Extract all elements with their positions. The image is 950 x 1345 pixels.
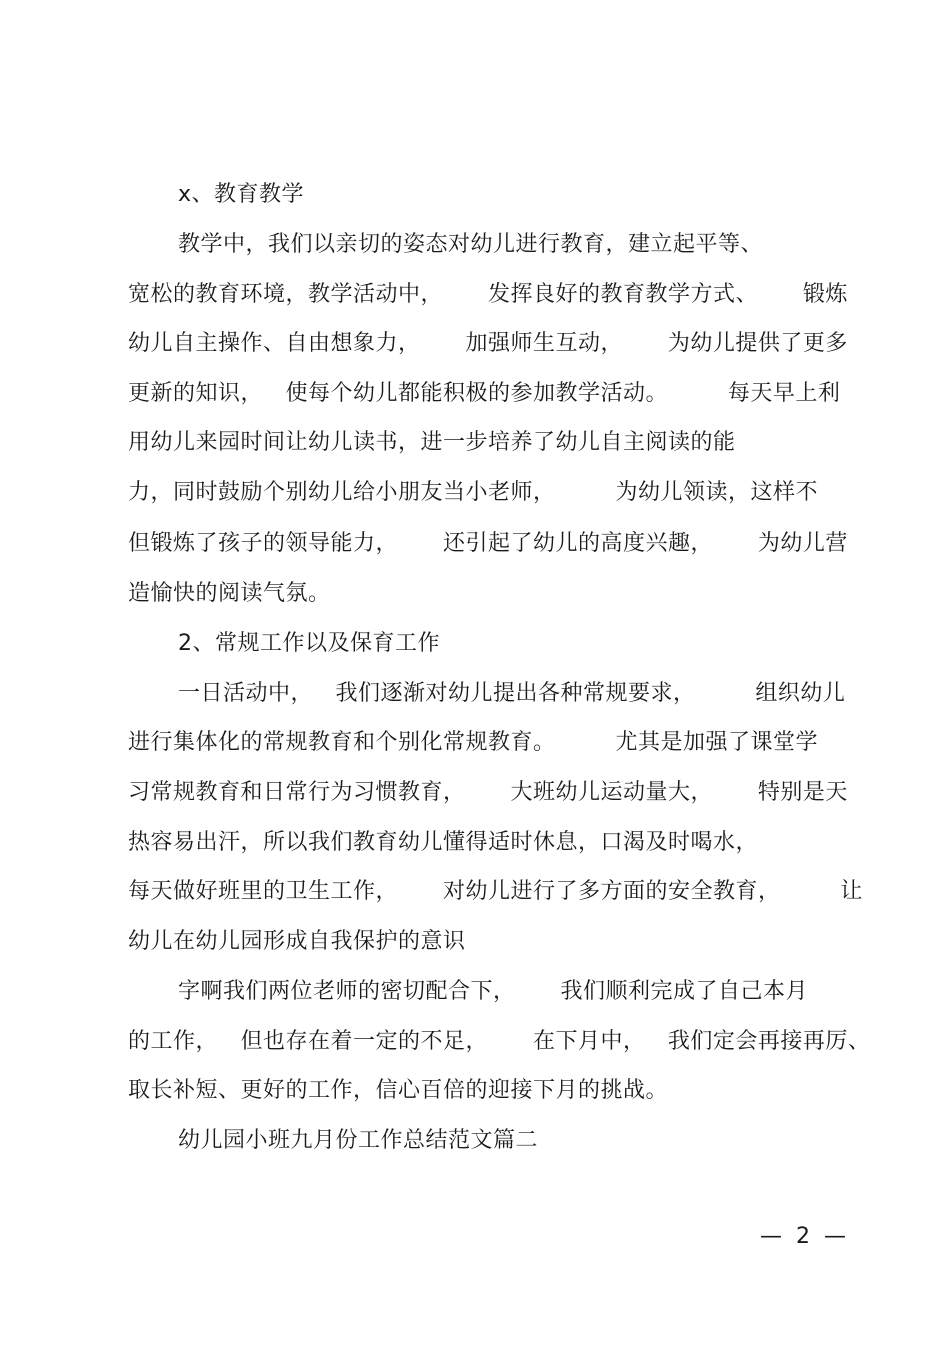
paragraph-line: 习常规教育和日常行为习惯教育， 大班幼儿运动量大， 特别是天 (128, 780, 848, 805)
page-number: — 2 — (760, 1224, 846, 1249)
paragraph-line: 用幼儿来园时间让幼儿读书，进一步培养了幼儿自主阅读的能 (128, 430, 736, 455)
paragraph-line: 力，同时鼓励个别幼儿给小朋友当小老师， 为幼儿领读，这样不 (128, 480, 818, 505)
paragraph-line: 进行集体化的常规教育和个别化常规教育。 尤其是加强了课堂学 (128, 730, 818, 755)
paragraph-line: 每天做好班里的卫生工作， 对幼儿进行了多方面的安全教育， 让 (128, 879, 863, 904)
paragraph-line: 宽松的教育环境，教学活动中， 发挥良好的教育教学方式、 锻炼 (128, 282, 848, 307)
paragraph-line: 更新的知识， 使每个幼儿都能积极的参加教学活动。 每天早上利 (128, 381, 841, 406)
article-title: 幼儿园小班九月份工作总结范文篇二 (178, 1128, 539, 1153)
section-heading: 2、常规工作以及保育工作 (178, 631, 440, 656)
paragraph-line: 一日活动中， 我们逐渐对幼儿提出各种常规要求， 组织幼儿 (178, 681, 846, 706)
paragraph-line: 字啊我们两位老师的密切配合下， 我们顺利完成了自己本月 (178, 979, 808, 1004)
paragraph-line: 但锻炼了孩子的领导能力， 还引起了幼儿的高度兴趣， 为幼儿营 (128, 531, 848, 556)
paragraph-line: 热容易出汗，所以我们教育幼儿懂得适时休息，口渴及时喝水， (128, 830, 759, 855)
paragraph-line: 幼儿在幼儿园形成自我保护的意识 (128, 929, 466, 954)
paragraph-line: 教学中，我们以亲切的姿态对幼儿进行教育，建立起平等、 (178, 232, 764, 257)
section-heading: x、教育教学 (178, 182, 305, 207)
paragraph-line: 取长补短、更好的工作，信心百倍的迎接下月的挑战。 (128, 1078, 669, 1103)
paragraph-line: 造愉快的阅读气氛。 (128, 581, 331, 606)
paragraph-line: 幼儿自主操作、自由想象力， 加强师生互动， 为幼儿提供了更多 (128, 331, 848, 356)
paragraph-line: 的工作， 但也存在着一定的不足， 在下月中， 我们定会再接再厉、 (128, 1029, 871, 1054)
